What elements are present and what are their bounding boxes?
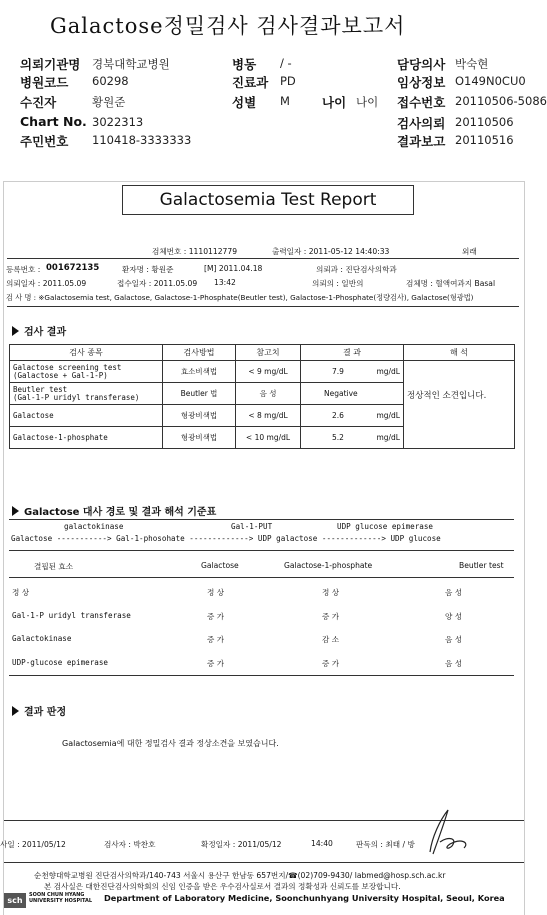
result-cell bbox=[301, 361, 404, 383]
column-header: 참고치 bbox=[236, 345, 301, 361]
matrix-gal1p: 감 소 bbox=[322, 635, 340, 644]
matrix-gal1p: 정 상 bbox=[322, 588, 340, 597]
enzyme-label: galactokinase bbox=[64, 522, 124, 531]
field-label: 담당의사 bbox=[397, 57, 446, 72]
enzyme-label: Gal-1-PUT bbox=[231, 522, 273, 531]
specimen-type: 검체명 : 혈액여과지 Basal bbox=[406, 279, 496, 288]
table-row bbox=[10, 361, 515, 383]
divider bbox=[9, 577, 514, 578]
matrix-galactose: 정 상 bbox=[207, 588, 225, 597]
requesting-doctor: 의뢰의 : 일반의 bbox=[312, 279, 364, 288]
field-label: Chart No. bbox=[20, 114, 87, 129]
column-header: 검사 종목 bbox=[10, 345, 163, 361]
specimen-no: 검체번호 : 1110112779 bbox=[152, 247, 238, 256]
matrix-beutler: 음 성 bbox=[445, 659, 463, 668]
field-label: 수진자 bbox=[20, 95, 57, 110]
matrix-beutler: 음 성 bbox=[445, 588, 463, 597]
tester: 검사자 : 박찬호 bbox=[104, 840, 156, 849]
column-header: 해 석 bbox=[404, 345, 515, 361]
column-header: 결 과 bbox=[301, 345, 404, 361]
divider bbox=[9, 675, 514, 676]
matrix-enzyme: Galactokinase bbox=[12, 634, 72, 643]
result-value: 7.9 bbox=[332, 367, 344, 376]
reference-range: < 9 mg/dL bbox=[236, 361, 301, 383]
result-unit: mg/dL bbox=[376, 411, 400, 420]
field-value: 20110506-5086 bbox=[455, 94, 547, 108]
patient-name: 환자명 : 황원준 bbox=[122, 265, 174, 274]
hospital-logo-icon: sch bbox=[4, 893, 26, 908]
result-value: 5.2 bbox=[332, 433, 344, 442]
result-unit: mg/dL bbox=[376, 433, 400, 442]
logo-text: SOON CHUN HYANG UNIVERSITY HOSPITAL bbox=[29, 892, 93, 904]
results-table bbox=[9, 344, 515, 449]
matrix-enzyme: 정 상 bbox=[12, 588, 30, 597]
column-header: 결핍된 효소 bbox=[34, 562, 74, 571]
field-label: 주민번호 bbox=[20, 134, 69, 149]
pathway-line: Galactose -----------> Gal-1-phosohate -------------> UDP galactose -------------> UDP glucose bbox=[11, 534, 441, 543]
section-results: 검사 결과 bbox=[12, 323, 66, 338]
enzyme-label: UDP glucose epimerase bbox=[337, 522, 434, 531]
reference-range: < 8 mg/dL bbox=[236, 405, 301, 427]
request-date: 의뢰일자 : 2011.05.09 bbox=[6, 279, 87, 288]
section-judgement: 결과 판정 bbox=[12, 703, 66, 718]
test-name: 검 사 명 : ※Galactosemia test, Galactose, Galactose-1-Phosphate(Beutler test), Galactose-1-Phosphate(정량검사), Galactose(형광법) bbox=[6, 293, 474, 302]
column-header: Beutler test bbox=[459, 561, 504, 570]
field-value: 황원준 bbox=[92, 95, 126, 109]
matrix-beutler: 음 성 bbox=[445, 635, 463, 644]
field-label: 병원코드 bbox=[20, 75, 69, 90]
divider bbox=[4, 862, 524, 863]
column-header: 검사방법 bbox=[163, 345, 236, 361]
field-label: 병동 bbox=[232, 57, 257, 72]
matrix-beutler: 양 성 bbox=[445, 612, 463, 621]
interpretation: 정상적인 소견입니다. bbox=[404, 361, 515, 449]
field-label: 성별 bbox=[232, 95, 257, 110]
divider bbox=[7, 258, 519, 259]
column-header: Galactose bbox=[201, 561, 239, 570]
test-item: Beutler test (Gal-1-P uridyl transferase) bbox=[10, 383, 163, 405]
field-value: PD bbox=[280, 74, 296, 88]
matrix-gal1p: 증 가 bbox=[322, 612, 340, 621]
test-method: 형광비색법 bbox=[163, 405, 236, 427]
matrix-gal1p: 증 가 bbox=[322, 659, 340, 668]
field-label: 진료과 bbox=[232, 75, 269, 90]
reader: 판독의 : 최태 / 방 bbox=[356, 840, 415, 849]
matrix-galactose: 증 가 bbox=[207, 612, 225, 621]
matrix-galactose: 증 가 bbox=[207, 659, 225, 668]
field-value: 110418-3333333 bbox=[92, 133, 192, 147]
test-method: Beutler 법 bbox=[163, 383, 236, 405]
result-value: 2.6 bbox=[332, 411, 344, 420]
report-title: Galactosemia Test Report bbox=[159, 190, 377, 210]
outpatient-label: 외래 bbox=[462, 247, 477, 256]
matrix-galactose: 증 가 bbox=[207, 635, 225, 644]
receipt-date: 접수일자 : 2011.05.09 bbox=[117, 279, 198, 288]
field-value: 경북대학교병원 bbox=[92, 57, 170, 71]
divider bbox=[7, 306, 519, 307]
reference-range: 음 성 bbox=[236, 383, 301, 405]
field-value: 20110506 bbox=[455, 115, 514, 129]
field-value: / - bbox=[280, 56, 292, 70]
test-item: Galactose bbox=[10, 405, 163, 427]
field-label: 검사의뢰 bbox=[397, 116, 446, 131]
matrix-enzyme: Gal-1-P uridyl transferase bbox=[12, 611, 131, 620]
result-cell bbox=[301, 383, 404, 405]
field-value: 60298 bbox=[92, 74, 129, 88]
field-label: 접수번호 bbox=[397, 95, 446, 110]
result-cell bbox=[301, 405, 404, 427]
field-value: 박숙현 bbox=[455, 57, 489, 71]
check-date: 사일 : 2011/05/12 bbox=[0, 840, 66, 849]
result-unit: mg/dL bbox=[376, 367, 400, 376]
triangle-bullet-icon bbox=[12, 706, 19, 716]
column-header: Galactose-1-phosphate bbox=[284, 561, 373, 570]
field-value: O149N0CU0 bbox=[455, 74, 526, 88]
field-label: 나이 bbox=[322, 95, 347, 110]
triangle-bullet-icon bbox=[12, 506, 19, 516]
field-value: 나이 bbox=[356, 95, 379, 109]
field-label: 결과보고 bbox=[397, 134, 446, 149]
test-method: 효소비색법 bbox=[163, 361, 236, 383]
test-item: Galactose screening test (Galactose + Gal-1-P) bbox=[10, 361, 163, 383]
scanned-report bbox=[0, 182, 524, 915]
test-method: 형광비색법 bbox=[163, 427, 236, 449]
signature-icon bbox=[400, 802, 480, 862]
accreditation-notice: 본 검사실은 대한진단검사의학회의 신임 인증을 받은 우수검사실로서 결과의 정확성과 신뢰도를 보장합니다. bbox=[44, 882, 401, 891]
field-label: 의뢰기관명 bbox=[20, 57, 81, 72]
reference-range: < 10 mg/dL bbox=[236, 427, 301, 449]
field-value: 3022313 bbox=[92, 115, 144, 129]
report-title-box bbox=[122, 185, 414, 215]
result-value: Negative bbox=[324, 389, 358, 398]
confirm-date: 확정일자 : 2011/05/12 bbox=[201, 840, 282, 849]
triangle-bullet-icon bbox=[12, 326, 19, 336]
hospital-address: 순천향대학교병원 진단검사의학과/140-743 서울시 용산구 한남동 657번지/☎(02)709-9430/ labmed@hosp.sch.ac.kr bbox=[34, 871, 446, 880]
field-label: 임상정보 bbox=[397, 75, 446, 90]
confirm-time: 14:40 bbox=[311, 839, 333, 848]
section-pathway: Galactose 대사 경로 및 결과 해석 기준표 bbox=[12, 503, 216, 518]
test-item: Galactose-1-phosphate bbox=[10, 427, 163, 449]
reg-no-label: 등록번호 : bbox=[6, 265, 41, 274]
result-cell bbox=[301, 427, 404, 449]
judgement-text: Galactosemia에 대한 정밀검사 결과 정상소견을 보였습니다. bbox=[62, 739, 279, 748]
report-heading: Galactose정밀검사 검사결과보고서 bbox=[50, 14, 406, 38]
pathway-box bbox=[9, 519, 514, 551]
matrix-enzyme: UDP-glucose epimerase bbox=[12, 658, 109, 667]
department: 의뢰과 : 진단검사의학과 bbox=[316, 265, 397, 274]
reg-no: 001672135 bbox=[46, 263, 100, 273]
sex-dob: [M] 2011.04.18 bbox=[204, 264, 263, 273]
department-footer: Department of Laboratory Medicine, Soonchunhyang University Hospital, Seoul, Korea bbox=[104, 893, 505, 903]
receipt-time: 13:42 bbox=[214, 278, 236, 287]
field-value: 20110516 bbox=[455, 133, 514, 147]
print-date: 출력일자 : 2011-05-12 14:40:33 bbox=[272, 247, 390, 256]
field-value: M bbox=[280, 94, 290, 108]
